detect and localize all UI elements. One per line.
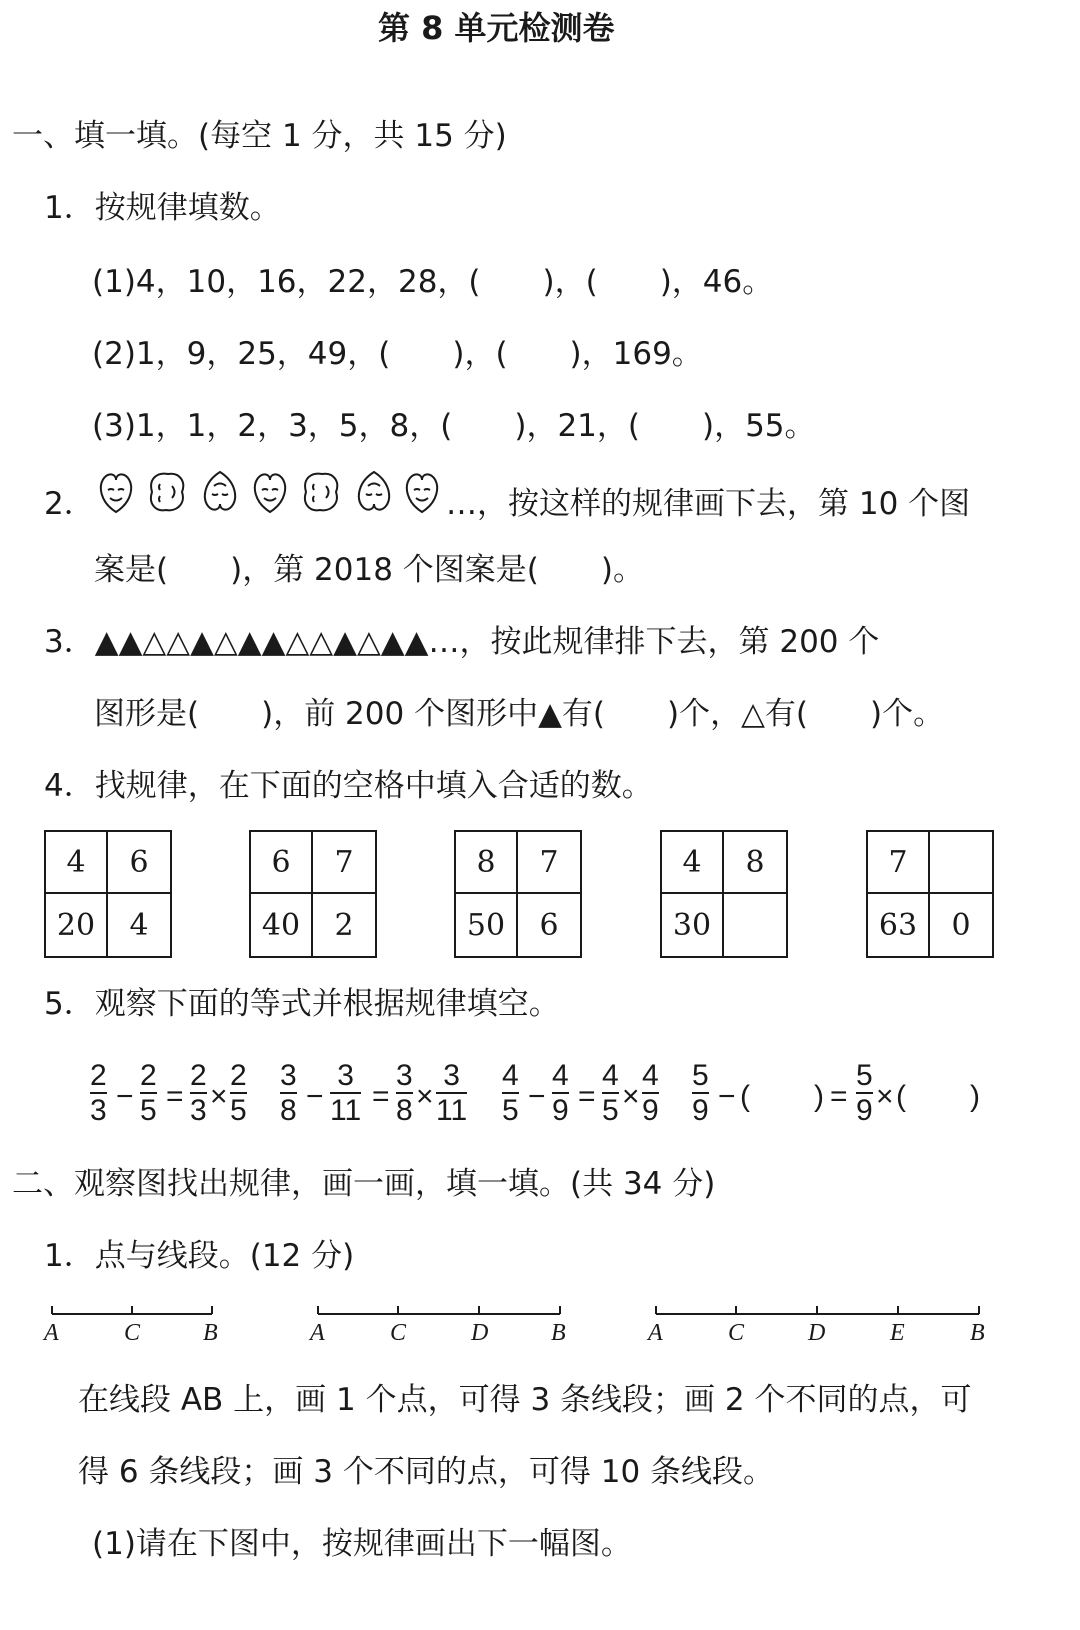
grid-cell: 7 xyxy=(868,832,930,894)
point-label: B xyxy=(203,1320,218,1346)
denominator: 9 xyxy=(552,1094,569,1127)
fraction xyxy=(90,1060,107,1128)
denominator: 8 xyxy=(280,1094,297,1127)
fraction xyxy=(190,1060,207,1128)
numerator: 3 xyxy=(443,1059,460,1092)
equals-sign: = xyxy=(372,1080,390,1113)
denominator: 3 xyxy=(190,1094,207,1127)
fraction xyxy=(856,1060,873,1128)
grid-cell: 7 xyxy=(518,832,580,894)
grid-cell: 6 xyxy=(251,832,313,894)
denominator: 5 xyxy=(502,1094,519,1127)
q2-line2: 案是( )，第 2018 个图案是( )。 xyxy=(94,552,644,588)
denominator: 11 xyxy=(436,1094,468,1127)
point-label: A xyxy=(310,1320,325,1346)
s2-q1-sub1: (1)请在下图中，按规律画出下一幅图。 xyxy=(92,1526,632,1562)
grid-cell: 30 xyxy=(662,894,724,956)
face-smile-icon xyxy=(407,474,437,512)
numerator: 4 xyxy=(602,1059,619,1092)
face-pattern-svg xyxy=(96,468,446,516)
numerator: 2 xyxy=(190,1059,207,1092)
numerator: 3 xyxy=(337,1059,354,1092)
grid-cell: 0 xyxy=(951,907,971,943)
denominator: 11 xyxy=(330,1094,362,1127)
right-paren: ) xyxy=(814,1080,824,1113)
denominator: 8 xyxy=(396,1094,413,1127)
fraction xyxy=(140,1060,157,1128)
page-title: 第 8 单元检测卷 xyxy=(378,9,615,47)
denominator: 5 xyxy=(230,1094,247,1127)
s2-q1-text-2: 得 6 条线段；画 3 个不同的点，可得 10 条线段。 xyxy=(78,1454,775,1490)
grid-cell: 4 xyxy=(46,832,108,894)
q3-line2: 图形是( )，前 200 个图形中▲有( )个，△有( )个。 xyxy=(94,696,945,732)
fraction xyxy=(642,1060,659,1128)
numerator: 2 xyxy=(140,1059,157,1092)
point-label: C xyxy=(124,1320,141,1346)
times-sign: × xyxy=(416,1080,434,1113)
grid-cell: 7 xyxy=(313,832,375,894)
q2-number: 2． xyxy=(44,486,95,522)
grid-cell: 50 xyxy=(456,894,518,956)
denominator: 9 xyxy=(856,1094,873,1127)
grid-cell: 6 xyxy=(539,907,559,943)
q2-text: …，按这样的规律画下去，第 10 个图 xyxy=(446,486,971,522)
fraction xyxy=(552,1060,569,1128)
equals-sign: = xyxy=(166,1080,184,1113)
fraction xyxy=(436,1060,467,1128)
grid-cell: 8 xyxy=(456,832,518,894)
denominator: 3 xyxy=(90,1094,107,1127)
q1-item-3: (3)1，1，2，3，5，8，( )，21，( )，55。 xyxy=(92,408,816,444)
q1-item-2: (2)1，9，25，49，( )，( )，169。 xyxy=(92,336,703,372)
grid-cell-blank[interactable] xyxy=(724,894,786,956)
point-label: E xyxy=(890,1320,905,1346)
face-down-icon xyxy=(205,472,235,510)
section1-heading: 一、填一填。(每空 1 分，共 15 分) xyxy=(12,118,507,154)
fraction xyxy=(396,1060,413,1128)
numerator: 2 xyxy=(230,1059,247,1092)
grid-cell: 6 xyxy=(108,832,170,894)
numerator: 4 xyxy=(642,1059,659,1092)
denominator: 5 xyxy=(140,1094,157,1127)
s2-q1-text-1: 在线段 AB 上，画 1 个点，可得 3 条线段；画 2 个不同的点，可 xyxy=(78,1382,972,1418)
fraction xyxy=(692,1060,709,1128)
face-pattern xyxy=(96,468,446,516)
minus-sign: − xyxy=(718,1080,736,1113)
numerator: 3 xyxy=(280,1059,297,1092)
minus-sign: − xyxy=(528,1080,546,1113)
s2-q1-label: 1．点与线段。(12 分) xyxy=(44,1238,355,1274)
point-label: A xyxy=(44,1320,59,1346)
grid-cell: 8 xyxy=(724,832,786,894)
grid-cell: 2 xyxy=(334,907,354,943)
point-label: D xyxy=(471,1320,489,1346)
minus-sign: − xyxy=(306,1080,324,1113)
fraction xyxy=(330,1060,361,1128)
grid-cell: 40 xyxy=(251,894,313,956)
equals-sign: = xyxy=(578,1080,596,1113)
point-label: D xyxy=(808,1320,826,1346)
denominator: 5 xyxy=(602,1094,619,1127)
grid-cell: 63 xyxy=(868,894,930,956)
grid-cell: 4 xyxy=(662,832,724,894)
point-label: C xyxy=(728,1320,745,1346)
numerator: 4 xyxy=(552,1059,569,1092)
section2-heading: 二、观察图找出规律，画一画，填一填。(共 34 分) xyxy=(12,1166,716,1202)
q1-label: 1．按规律填数。 xyxy=(44,190,281,226)
number-grid-5 xyxy=(866,830,994,958)
grid-cell-blank[interactable] xyxy=(930,832,992,894)
equals-sign: = xyxy=(830,1080,848,1113)
fraction xyxy=(502,1060,519,1128)
line-segments xyxy=(0,1300,1080,1330)
point-label: A xyxy=(648,1320,663,1346)
minus-sign: − xyxy=(116,1080,134,1113)
numerator: 2 xyxy=(90,1059,107,1092)
number-grid-1 xyxy=(44,830,172,958)
q4-label: 4．找规律，在下面的空格中填入合适的数。 xyxy=(44,768,653,804)
grid-cell: 20 xyxy=(46,894,108,956)
times-sign: × xyxy=(622,1080,640,1113)
left-paren: ( xyxy=(740,1080,750,1113)
q3-line1: 3．▲▲△△▲△▲▲△△▲△▲▲…，按此规律排下去，第 200 个 xyxy=(44,624,880,660)
face-smile-icon xyxy=(101,474,131,512)
fraction xyxy=(280,1060,297,1128)
point-label: C xyxy=(390,1320,407,1346)
number-grid-2 xyxy=(249,830,377,958)
grid-cell: 4 xyxy=(129,907,149,943)
number-grid-4 xyxy=(660,830,788,958)
point-label: B xyxy=(970,1320,985,1346)
times-sign: × xyxy=(210,1080,228,1113)
face-sideways-icon xyxy=(151,474,183,511)
fraction xyxy=(602,1060,619,1128)
q5-label: 5．观察下面的等式并根据规律填空。 xyxy=(44,986,560,1022)
denominator: 9 xyxy=(642,1094,659,1127)
times-sign: × xyxy=(876,1080,894,1113)
face-smile-icon xyxy=(255,474,285,512)
right-paren: ) xyxy=(970,1080,980,1113)
numerator: 3 xyxy=(396,1059,413,1092)
numerator: 5 xyxy=(692,1059,709,1092)
number-grid-3 xyxy=(454,830,582,958)
numerator: 4 xyxy=(502,1059,519,1092)
denominator: 9 xyxy=(692,1094,709,1127)
face-sideways-icon xyxy=(305,474,337,511)
fraction xyxy=(230,1060,247,1128)
left-paren: ( xyxy=(896,1080,906,1113)
point-label: B xyxy=(551,1320,566,1346)
q1-item-1: (1)4，10，16，22，28，( )，( )，46。 xyxy=(92,264,774,300)
numerator: 5 xyxy=(856,1059,873,1092)
face-down-icon xyxy=(359,472,389,510)
